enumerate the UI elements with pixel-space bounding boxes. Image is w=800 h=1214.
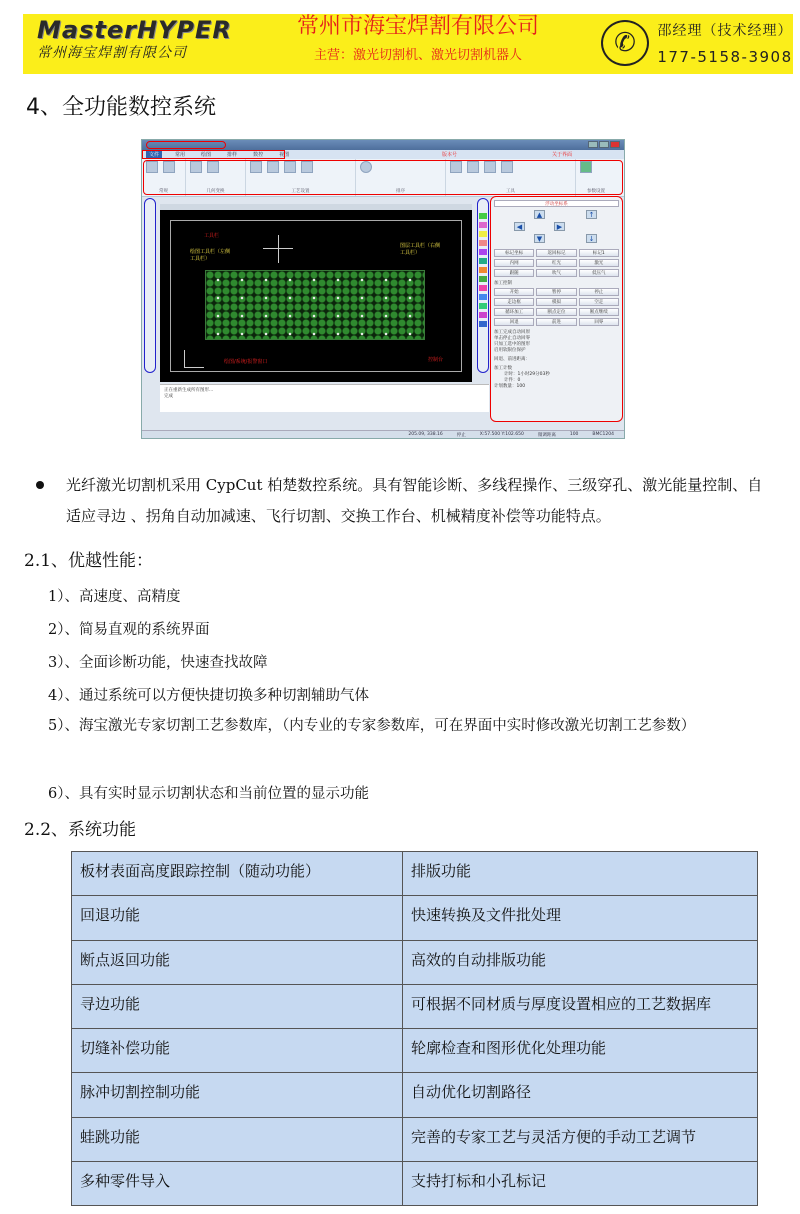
section-22-title: 2.2、系统功能 [24, 820, 137, 840]
feature-item: 6）、具有实时显示切割状态和当前位置的显示功能 [48, 786, 369, 802]
contact-info [655, 20, 795, 66]
console-window: 正在重新生成所有图形... 完成 [160, 384, 489, 412]
right-toolbar-annotation: 图层工具栏（右侧工具栏） [400, 243, 441, 256]
bottom-window-annotation: 绘图/系统/报警窗口 [224, 359, 268, 365]
table-row: 切缝补偿功能 轮廓检查和图形优化处理功能 [72, 1029, 758, 1073]
table-row: 回退功能 快速转换及文件批处理 [72, 896, 758, 940]
phone-icon: ✆ [601, 20, 649, 66]
toolbar-annotation: 工具栏 [204, 233, 220, 239]
table-row: 板材表面高度跟踪控制（随动功能） 排版功能 [72, 852, 758, 896]
workarea [142, 198, 625, 412]
cut-pattern [205, 270, 425, 340]
ribbon-toolbar [142, 159, 624, 197]
status-bar: 205.09, 338.16 停止 X:57.500 Y:102.650 微调距离 100 BMC1204 [142, 430, 624, 438]
menu-tab-view: 视图 [279, 152, 290, 158]
drawing-canvas [160, 204, 472, 382]
ribbon-group-sort: 排序 [356, 159, 446, 196]
feature-item: 4）、通过系统可以方便快捷切换多种切割辅助气体 [48, 688, 369, 704]
feature-item: 3）、全面诊断功能，快速查找故障 [48, 655, 268, 671]
header-banner [23, 14, 793, 74]
intro-text: 光纤激光切割机采用 CypCut 柏楚数控系统。具有智能诊断、多线程操作、三级穿孔、激光能量控制、自适应寻边 、拐角自动加减速、飞行切割、交换工作台、机械精度补偿等功能特点。 [66, 476, 763, 525]
maximize-icon [599, 141, 609, 148]
left-drawing-toolbar [144, 198, 156, 373]
close-icon [610, 141, 620, 148]
window-controls [588, 141, 620, 148]
console-annotation: 控制台 [428, 357, 444, 363]
feature-item: 5）、海宝激光专家切割工艺参数库，（内专业的专家参数库，可在界面中实时修改激光切割工艺参数） [48, 718, 696, 734]
feature-item: 2）、简易直观的系统界面 [48, 622, 210, 638]
intro-paragraph [36, 470, 776, 532]
quick-access-highlight [146, 141, 226, 149]
company-logo [37, 16, 237, 62]
section-title: 4、全功能数控系统 [26, 95, 216, 120]
feature-item: 1）、高速度、高精度 [48, 589, 181, 605]
control-panel: 浮动坐标系 ▲ ◀ ▶ ▼ ↑ ↓ 标记坐标 返回标记 标记1 内网 红光 激光 跟随 吹气 低压气 加工控制 开始 暂停 停止 走边框 模拟 空走 循环加工 断点定位 断点继续 回退 前进 回零 加工完成自动回原 单击停止自动回零 只加工选中的图形 启用软限位保护 回退、前进距离： 加工计数 计时：1小时29分03秒 计件：0 计划数量：100 [490, 196, 623, 422]
company-name: 常州市海宝焊割有限公司 [296, 14, 539, 39]
table-row: 蛙跳功能 完善的专家工艺与灵活方便的手动工艺调节 [72, 1117, 758, 1161]
menu-annotation: 版本号 [442, 152, 458, 158]
ribbon-group-transform: 几何变换 [186, 159, 246, 196]
cypcut-screenshot [141, 139, 625, 439]
coord-dropdown: 浮动坐标系 [494, 200, 619, 207]
menu-highlight [142, 150, 285, 159]
ribbon-group-params: 参数设置 [576, 159, 616, 196]
table-row: 多种零件导入 支持打标和小孔标记 [72, 1162, 758, 1206]
minimize-icon [588, 141, 598, 148]
contact-phone: 177-5158-3908 [657, 48, 793, 66]
table-row: 脉冲切割控制功能 自动优化切割路径 [72, 1073, 758, 1117]
ribbon-group-general: 常规 [142, 159, 186, 196]
left-toolbar-annotation: 绘图工具栏（左侧工具栏） [190, 249, 231, 262]
function-table [71, 851, 758, 1206]
menu-tab-common: 常用 [175, 152, 186, 158]
bullet-icon [36, 481, 44, 489]
menu-tab-nest: 排样 [227, 152, 238, 158]
company-business: 主营：激光切割机、激光切割机器人 [313, 48, 522, 63]
menu-tab-file: 文件 [146, 151, 162, 158]
app-titlebar [142, 140, 624, 150]
ribbon-group-process: 工艺设置 [246, 159, 356, 196]
contact-name: 邵经理（技术经理） [657, 23, 793, 39]
about-annotation: 关于界面 [552, 152, 573, 158]
right-layer-toolbar [477, 198, 489, 373]
logo-text: MasterHYPER [37, 16, 232, 44]
menu-bar [142, 150, 624, 159]
axis-indicator [184, 350, 204, 368]
menu-tab-draw: 绘图 [201, 152, 212, 158]
jog-arrows: ▲ ◀ ▶ ▼ ↑ ↓ [494, 207, 619, 247]
company-info [288, 14, 548, 63]
table-row: 寻边功能 可根据不同材质与厚度设置相应的工艺数据库 [72, 984, 758, 1028]
table-row: 断点返回功能 高效的自动排版功能 [72, 940, 758, 984]
menu-tab-cnc: 数控 [253, 152, 264, 158]
logo-subtitle: 常州海宝焊割有限公司 [37, 45, 187, 61]
section-21-title: 2.1、优越性能： [24, 551, 154, 571]
ribbon-group-tools: 工具 [446, 159, 576, 196]
